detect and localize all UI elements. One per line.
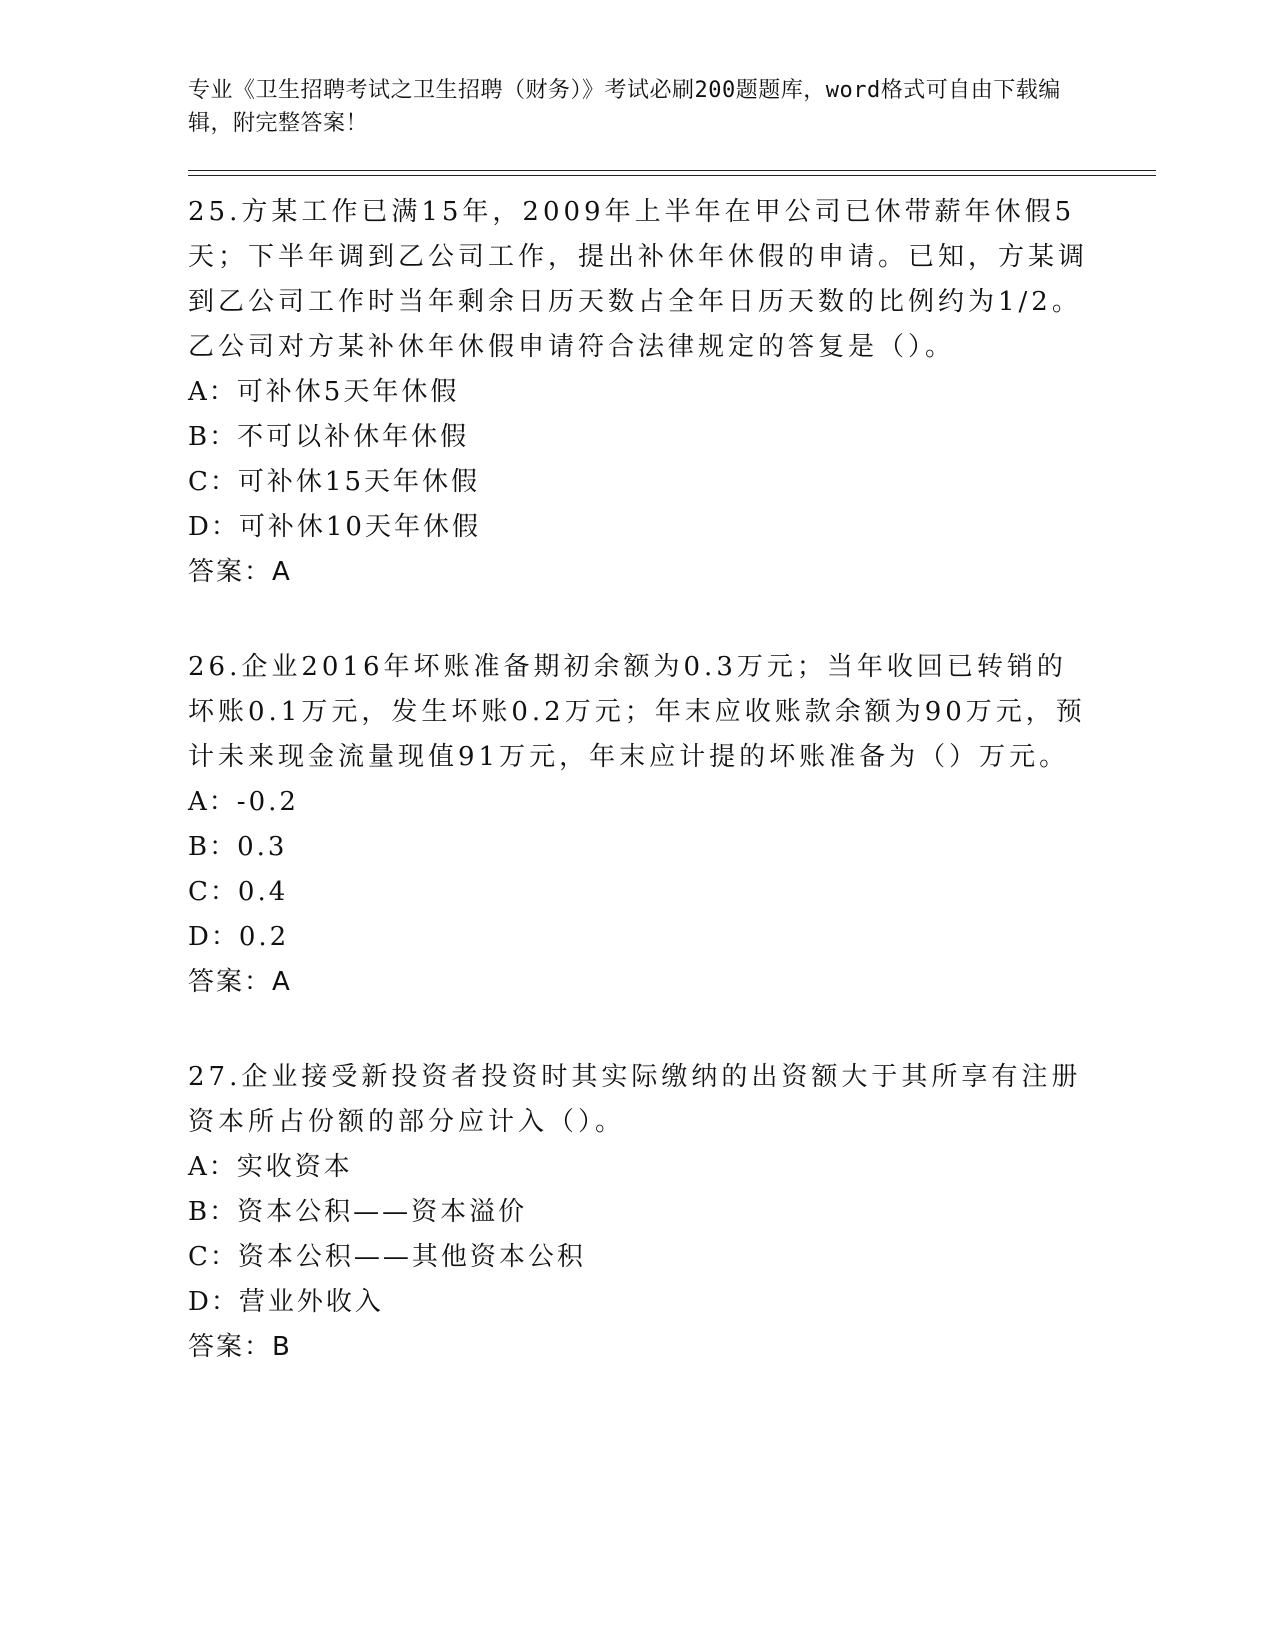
option-a: [188, 1145, 1088, 1190]
option-a: [188, 780, 1088, 825]
header-divider-bottom: [188, 175, 1156, 176]
answer-line: 答案：B: [188, 1332, 292, 1362]
option-c: [188, 460, 1088, 505]
option-text: 0.4: [237, 877, 289, 907]
document-header: 专业《卫生招聘考试之卫生招聘（财务）》考试必刷200题题库，word格式可自由下载编辑，附完整答案！: [188, 78, 1061, 136]
option-text: -0.2: [236, 787, 299, 817]
option-d: [188, 1280, 1088, 1325]
question-26: [188, 645, 1088, 1005]
question-stem: 26.企业2016年坏账准备期初余额为0.3万元；当年收回已转销的坏账0.1万元，发生坏账0.2万元；年末应收账款余额为90万元，预计未来现金流量现值91万元，年末应计提的坏账准备为（）万元。: [188, 652, 1086, 772]
option-text: 资本公积——其他资本公积: [237, 1242, 586, 1272]
answer-line: 答案：A: [188, 557, 292, 587]
option-key: C：: [188, 467, 238, 497]
option-b: [188, 825, 1088, 870]
option-key: A：: [188, 377, 237, 407]
option-text: 可补休5天年休假: [236, 377, 460, 407]
option-key: B：: [188, 422, 238, 452]
option-d: [188, 505, 1088, 550]
option-text: 实收资本: [236, 1152, 353, 1182]
option-d: [188, 915, 1088, 960]
question-25: [188, 190, 1088, 595]
option-text: 可补休15天年休假: [237, 467, 480, 497]
option-b: [188, 415, 1088, 460]
question-stem: 25.方某工作已满15年，2009年上半年在甲公司已休带薪年休假5天；下半年调到乙公司工作，提出补休年休假的申请。已知，方某调到乙公司工作时当年剩余日历天数占全年日历天数的比例约为1/2。乙公司对方某补休年休假申请符合法律规定的答复是（）。: [188, 197, 1089, 362]
option-c: [188, 870, 1088, 915]
option-text: 可补休10天年休假: [238, 512, 481, 542]
question-stem: 27.企业接受新投资者投资时其实际缴纳的出资额大于其所享有注册资本所占份额的部分应计入（）。: [188, 1062, 1082, 1137]
header-divider-top: [188, 170, 1156, 171]
option-key: A：: [188, 1152, 237, 1182]
option-a: [188, 370, 1088, 415]
answer-line: 答案：A: [188, 967, 292, 997]
option-c: [188, 1235, 1088, 1280]
option-text: 不可以补休年休假: [237, 422, 470, 452]
question-27: [188, 1055, 1088, 1370]
option-key: D：: [188, 512, 239, 542]
option-text: 营业外收入: [238, 1287, 384, 1317]
option-key: D：: [188, 1287, 239, 1317]
question-list: [188, 190, 1088, 1420]
option-key: D：: [188, 922, 239, 952]
option-text: 0.2: [238, 922, 290, 952]
option-key: B：: [188, 1197, 238, 1227]
option-b: [188, 1190, 1088, 1235]
option-key: C：: [188, 877, 238, 907]
option-text: 资本公积——资本溢价: [237, 1197, 528, 1227]
option-key: B：: [188, 832, 238, 862]
option-key: A：: [188, 787, 237, 817]
option-text: 0.3: [237, 832, 288, 862]
option-key: C：: [188, 1242, 238, 1272]
